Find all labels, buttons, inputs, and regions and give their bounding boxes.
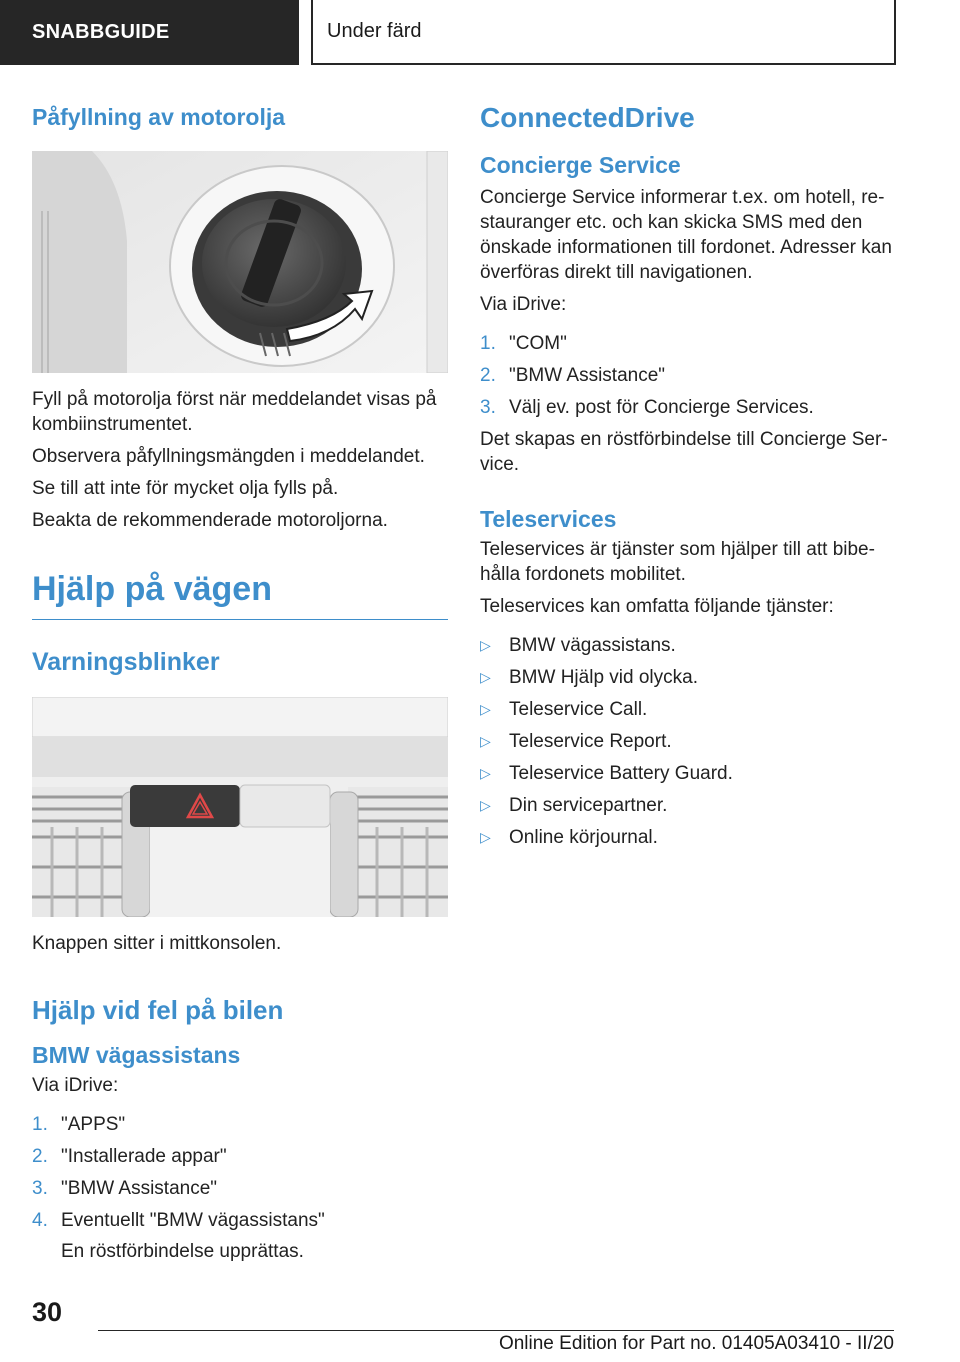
- list-item: 2. "BMW Assistance": [480, 365, 666, 386]
- concierge-subtitle: Concierge Service: [480, 152, 681, 178]
- list-item: ▷ Online körjournal.: [480, 827, 658, 848]
- triangle-bullet-icon: ▷: [480, 637, 491, 653]
- triangle-bullet-icon: ▷: [480, 765, 491, 781]
- triangle-bullet-icon: ▷: [480, 669, 491, 685]
- teleservices-subtitle: Teleservices: [480, 506, 617, 532]
- list-item: ▷ Teleservice Battery Guard.: [480, 763, 733, 784]
- concierge-via: Via iDrive:: [480, 294, 567, 315]
- left-column: [32, 98, 448, 1264]
- list-item: ▷ BMW Hjälp vid olycka.: [480, 667, 698, 688]
- oil-paragraph-4: Beakta de rekommenderade motoroljorna.: [32, 510, 388, 531]
- list-item: 4. Eventuellt "BMW vägassistans": [32, 1210, 325, 1231]
- list-item: 1. "COM": [480, 333, 567, 354]
- list-item: ▷ Teleservice Call.: [480, 699, 648, 720]
- teleservices-paragraph-2: Teleservices kan omfatta följande tjänster:: [480, 596, 834, 617]
- concierge-result: Det skapas en röstförbindelse till Concierge Service.: [480, 429, 888, 475]
- list-item: 3. Välj ev. post för Concierge Services.: [480, 397, 814, 418]
- list-item: ▷ Teleservice Report.: [480, 731, 672, 752]
- road-assistance-via: Via iDrive:: [32, 1075, 119, 1096]
- triangle-bullet-icon: ▷: [480, 701, 491, 717]
- oil-paragraph-2: Observera påfyllningsmängden i meddelandet.: [32, 446, 425, 467]
- hazard-caption: Knappen sitter i mittkonsolen.: [32, 933, 282, 954]
- teleservices-paragraph-1: Teleservices är tjänster som hjälper till att bibehålla fordonets mobilitet.: [480, 539, 875, 585]
- teleservices-list: [480, 633, 900, 850]
- oil-paragraph-3: Se till att inte för mycket olja fylls på.: [32, 478, 339, 499]
- hazard-section-title: Varningsblinker: [32, 648, 220, 676]
- help-on-road-title: Hjälp på vägen: [32, 570, 448, 620]
- road-assistance-steps: [32, 1112, 448, 1233]
- concierge-paragraph: Concierge Service informerar t.ex. om hotell, restauranger etc. och kan skicka SMS med den önskade informationen till fordonet. Adresser kan överföras direkt till navigationen.: [480, 187, 892, 283]
- oil-section-title: Påfyllning av motorolja: [32, 104, 286, 130]
- header-chapter-label: Under färd: [311, 0, 896, 65]
- footer-edition: Online Edition for Part no. 01405A03410 - II/20: [498, 1333, 894, 1354]
- fault-section-title: Hjälp vid fel på bilen: [32, 995, 284, 1025]
- header-section-label: SNABBGUIDE: [0, 0, 299, 65]
- list-item: 3. "BMW Assistance": [32, 1178, 218, 1199]
- triangle-bullet-icon: ▷: [480, 797, 491, 813]
- connecteddrive-title: ConnectedDrive: [480, 102, 695, 133]
- list-item: ▷ Din servicepartner.: [480, 795, 668, 816]
- list-item: 2. "Installerade appar": [32, 1146, 227, 1167]
- oil-paragraph-1: Fyll på motorolja först när meddelandet visas på kombiinstrumentet.: [32, 389, 437, 435]
- right-column: [480, 98, 900, 857]
- road-assistance-result: En röstförbindelse upprättas.: [61, 1241, 304, 1262]
- triangle-bullet-icon: ▷: [480, 829, 491, 845]
- concierge-steps: [480, 331, 900, 420]
- list-item: 1. "APPS": [32, 1114, 126, 1135]
- hazard-button-illustration: [32, 697, 448, 917]
- triangle-bullet-icon: ▷: [480, 733, 491, 749]
- oil-filler-cap-illustration: [32, 151, 448, 373]
- list-item: ▷ BMW vägassistans.: [480, 635, 676, 656]
- road-assistance-subtitle: BMW vägassistans: [32, 1042, 241, 1068]
- footer-divider: [98, 1330, 894, 1331]
- page-number: 30: [32, 1297, 63, 1327]
